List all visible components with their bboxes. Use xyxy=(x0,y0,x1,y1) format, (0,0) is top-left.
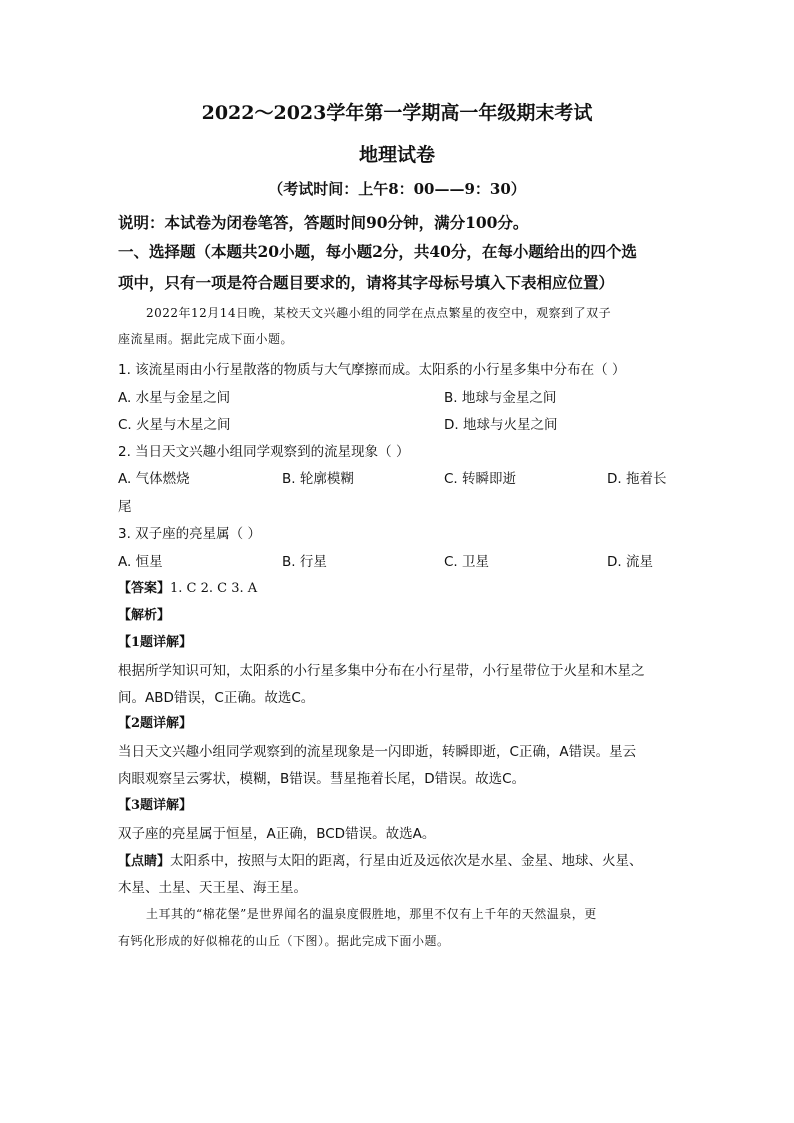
section-title-line1: 一、选择题（本题共20小题，每小题2分，共40分，在每小题给出的四个选 xyxy=(118,242,637,261)
q2-option-a: A. 气体燃烧 xyxy=(118,471,190,487)
section-title-line2: 项中，只有一项是符合题目要求的，请将其字母标号填入下表相应位置） xyxy=(118,273,615,292)
answer-text: 1. C 2. C 3. A xyxy=(170,581,258,596)
q3-option-c: C. 卫星 xyxy=(444,554,490,570)
q1-option-d: D. 地球与火星之间 xyxy=(444,417,558,433)
detail1-label: 【1题详解】 xyxy=(118,635,193,650)
answer-label: 【答案】 xyxy=(118,581,171,596)
detail1-line1: 根据所学知识可知，太阳系的小行星多集中分布在小行星带，小行星带位于火星和木星之 xyxy=(118,663,645,679)
q2-option-d: D. 拖着长 xyxy=(607,471,667,487)
detail2-label: 【2题详解】 xyxy=(118,716,193,731)
tip-line2: 木星、土星、天王星、海王星。 xyxy=(118,880,307,896)
q2-option-d-cont: 尾 xyxy=(118,499,132,515)
q1-option-c: C. 火星与木星之间 xyxy=(118,417,231,433)
q1-stem: 1. 该流星雨由小行星散落的物质与大气摩擦而成。太阳系的小行星多集中分布在（ ） xyxy=(118,362,626,378)
q3-option-d: D. 流星 xyxy=(607,554,653,570)
analysis-label: 【解析】 xyxy=(118,608,171,623)
q2-option-c: C. 转瞬即逝 xyxy=(444,471,517,487)
detail3-label: 【3题详解】 xyxy=(118,798,193,813)
q3-option-a: A. 恒星 xyxy=(118,554,163,570)
passage2-line2: 有钙化形成的好似棉花的山丘（下图）。据此完成下面小题。 xyxy=(118,934,450,948)
q2-stem: 2. 当日天文兴趣小组同学观察到的流星现象（ ） xyxy=(118,444,410,460)
tip-line1: 太阳系中，按照与太阳的距离，行星由近及远依次是水星、金星、地球、火星、 xyxy=(170,853,643,869)
detail2-line2: 肉眼观察呈云雾状，模糊，B错误。彗星拖着长尾，D错误。故选C。 xyxy=(118,771,526,787)
tip-row xyxy=(118,849,643,869)
instructions: 说明：本试卷为闭卷笔答，答题时间90分钟，满分100分。 xyxy=(118,213,529,232)
passage1-line1: 2022年12月14日晚，某校天文兴趣小组的同学在点点繁星的夜空中，观察到了双子 xyxy=(146,306,612,320)
exam-subject: 地理试卷 xyxy=(358,144,435,166)
q2-option-b: B. 轮廓模糊 xyxy=(282,471,354,487)
detail3-line1: 双子座的亮星属于恒星，A正确，BCD错误。故选A。 xyxy=(118,826,436,842)
detail2-line1: 当日天文兴趣小组同学观察到的流星现象是一闪即逝，转瞬即逝，C正确，A错误。星云 xyxy=(118,744,637,760)
tip-label: 【点睛】 xyxy=(118,854,171,869)
passage1-line2: 座流星雨。据此完成下面小题。 xyxy=(118,332,294,346)
answer-row xyxy=(118,577,257,596)
q1-option-b: B. 地球与金星之间 xyxy=(444,390,557,406)
passage2-line1: 土耳其的“棉花堡”是世界闻名的温泉度假胜地，那里不仅有上千年的天然温泉，更 xyxy=(146,907,597,921)
exam-time: （考试时间：上午8：00——9：30） xyxy=(268,180,526,198)
q3-option-b: B. 行星 xyxy=(282,554,327,570)
q1-option-a: A. 水星与金星之间 xyxy=(118,390,231,406)
exam-title: 2022～2023学年第一学期高一年级期末考试 xyxy=(201,102,593,124)
q3-stem: 3. 双子座的亮星属（ ） xyxy=(118,526,261,542)
detail1-line2: 间。ABD错误，C正确。故选C。 xyxy=(118,690,315,706)
